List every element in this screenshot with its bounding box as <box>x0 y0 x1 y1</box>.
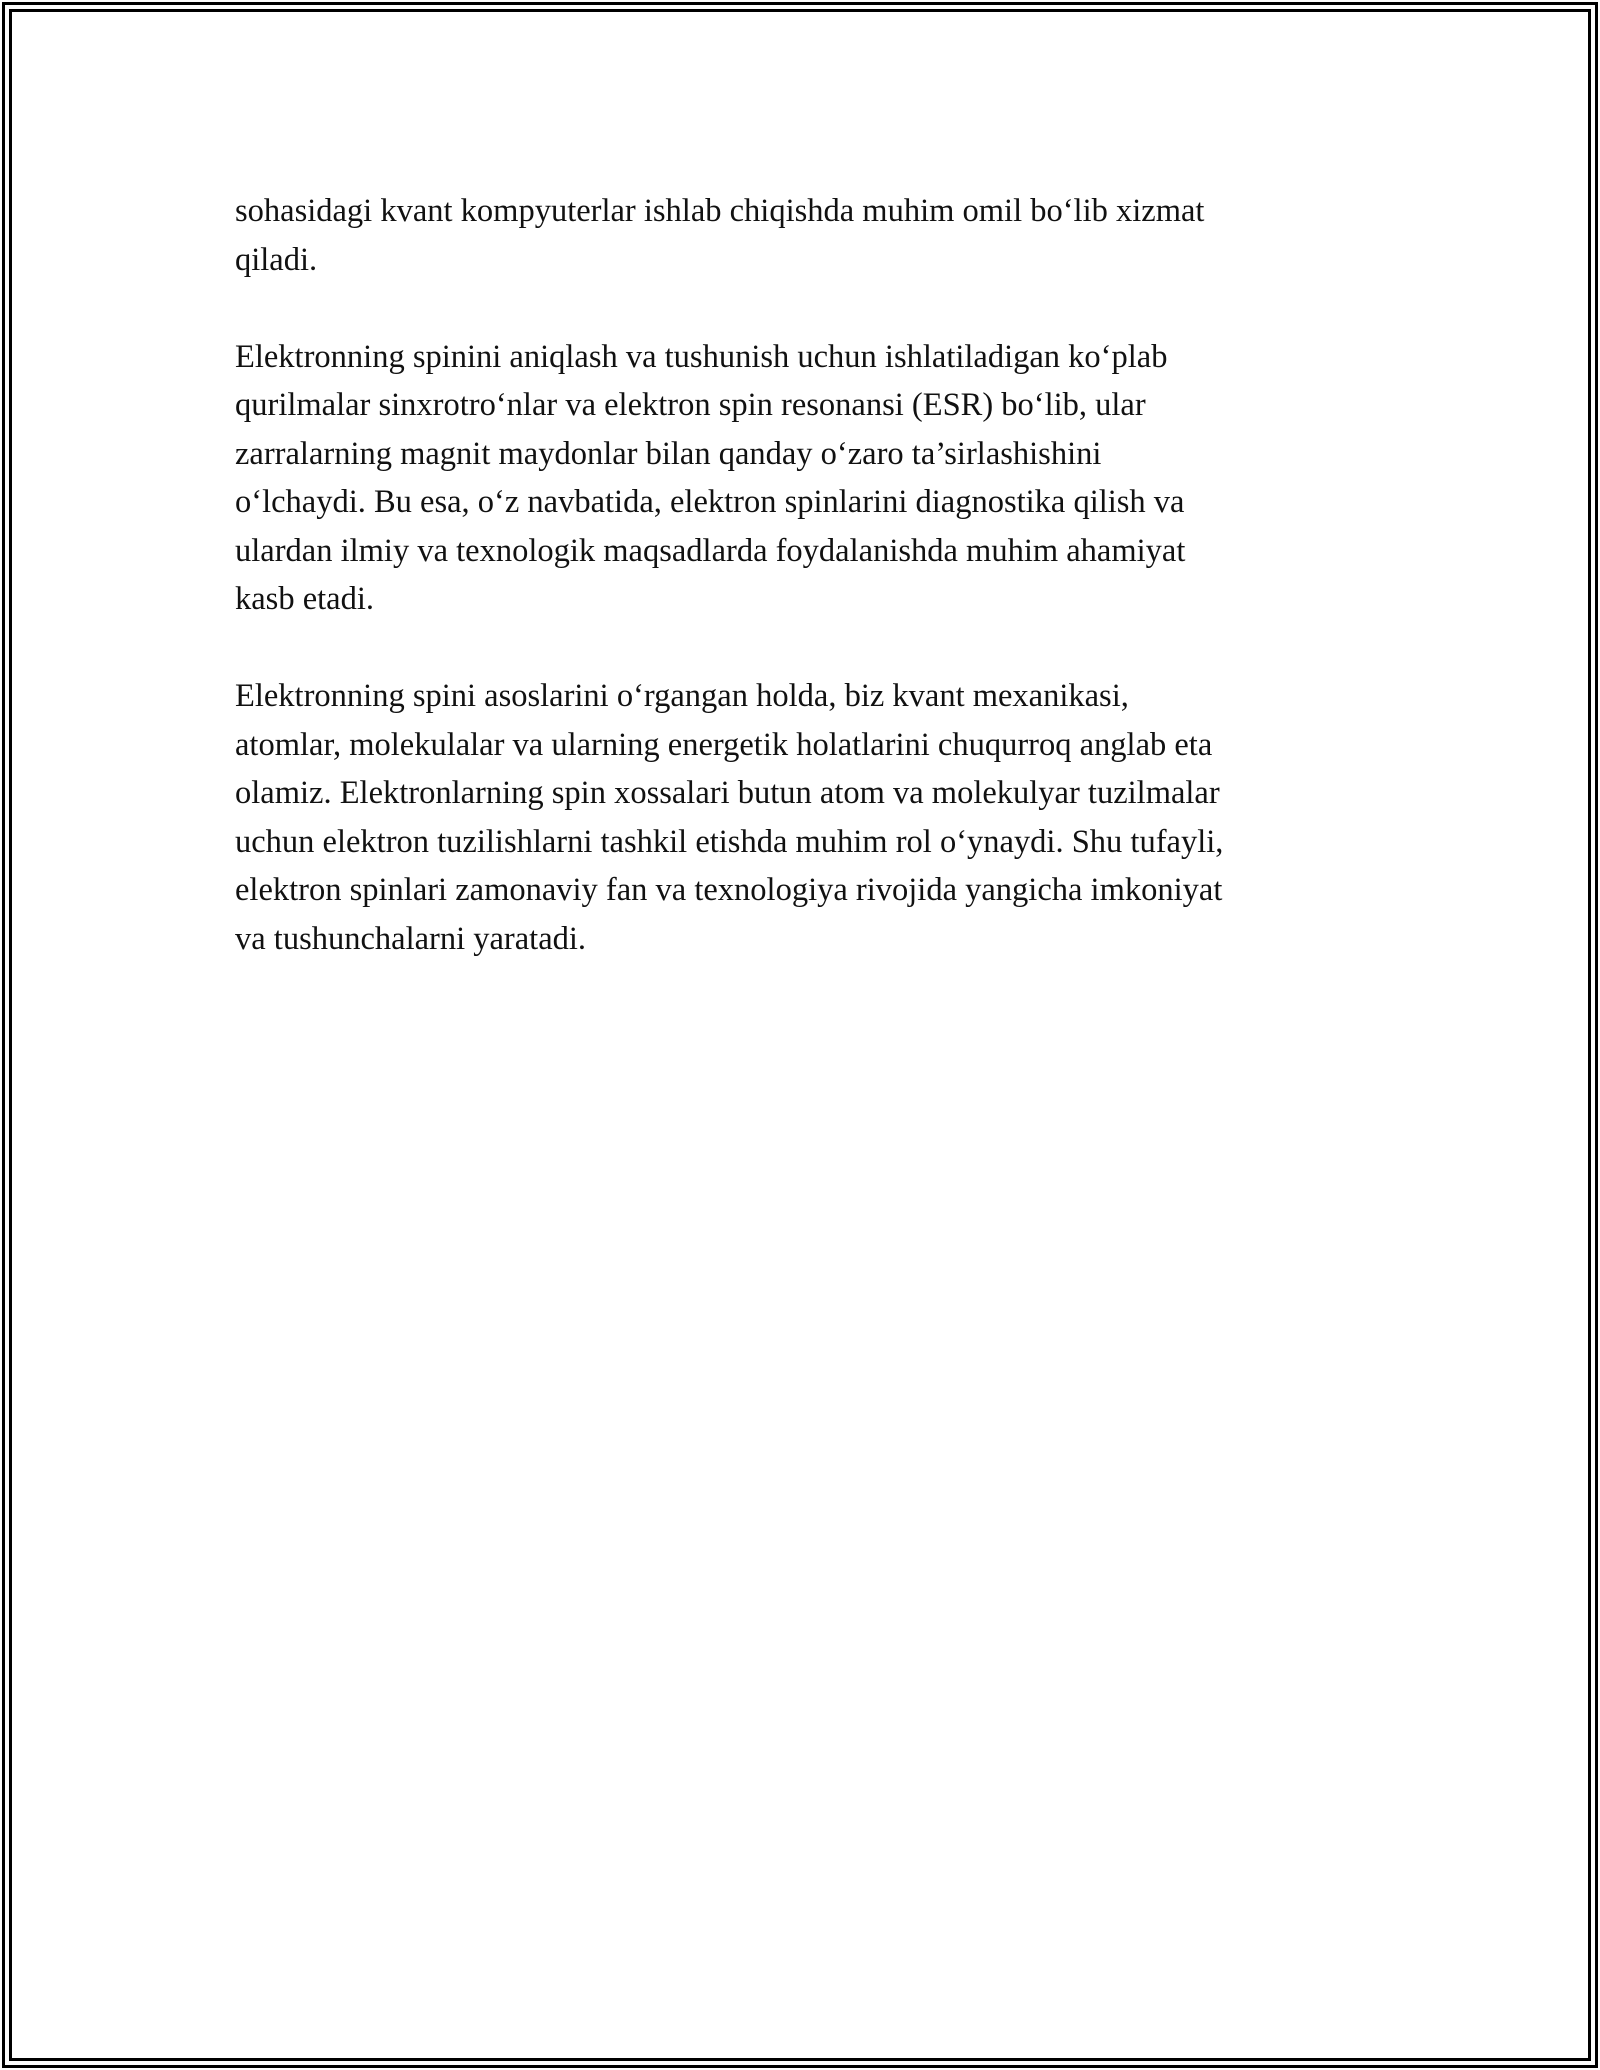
paragraph-1 <box>235 187 1365 284</box>
paragraph-3 <box>235 672 1365 963</box>
text-line: o‘lchaydi. Bu esa, o‘z navbatida, elektron spinlarini diagnostika qilish va <box>235 484 1185 520</box>
document-body <box>235 187 1365 1012</box>
text-line: atomlar, molekulalar va ularning energetik holatlarini chuqurroq anglab eta <box>235 726 1213 763</box>
paragraph-2 <box>235 333 1365 624</box>
text-line: va tushunchalarni yaratadi. <box>235 920 587 957</box>
text-line: Elektronning spini asoslarini o‘rgangan holda, biz kvant mexanikasi, <box>235 678 1129 714</box>
text-line: olamiz. Elektronlarning spin xossalari butun atom va molekulyar tuzilmalar <box>235 775 1220 811</box>
text-line: ulardan ilmiy va texnologik maqsadlarda foydalanishda muhim ahamiyat <box>235 532 1186 569</box>
text-line: Elektronning spinini aniqlash va tushunish uchun ishlatiladigan ko‘plab <box>235 338 1168 375</box>
text-line: qiladi. <box>235 241 318 278</box>
text-line: uchun elektron tuzilishlarni tashkil etishda muhim rol o‘ynaydi. Shu tufayli, <box>235 823 1224 860</box>
text-line: qurilmalar sinxrotro‘nlar va elektron spin resonansi (ESR) bo‘lib, ular <box>235 387 1146 423</box>
text-line: elektron spinlari zamonaviy fan va texnologiya rivojida yangicha imkoniyat <box>235 872 1223 908</box>
text-line: sohasidagi kvant kompyuterlar ishlab chiqishda muhim omil bo‘lib xizmat <box>235 193 1205 229</box>
text-line: zarralarning magnit maydonlar bilan qanday o‘zaro ta’sirlashishini <box>235 435 1102 472</box>
text-line: kasb etadi. <box>235 581 374 617</box>
